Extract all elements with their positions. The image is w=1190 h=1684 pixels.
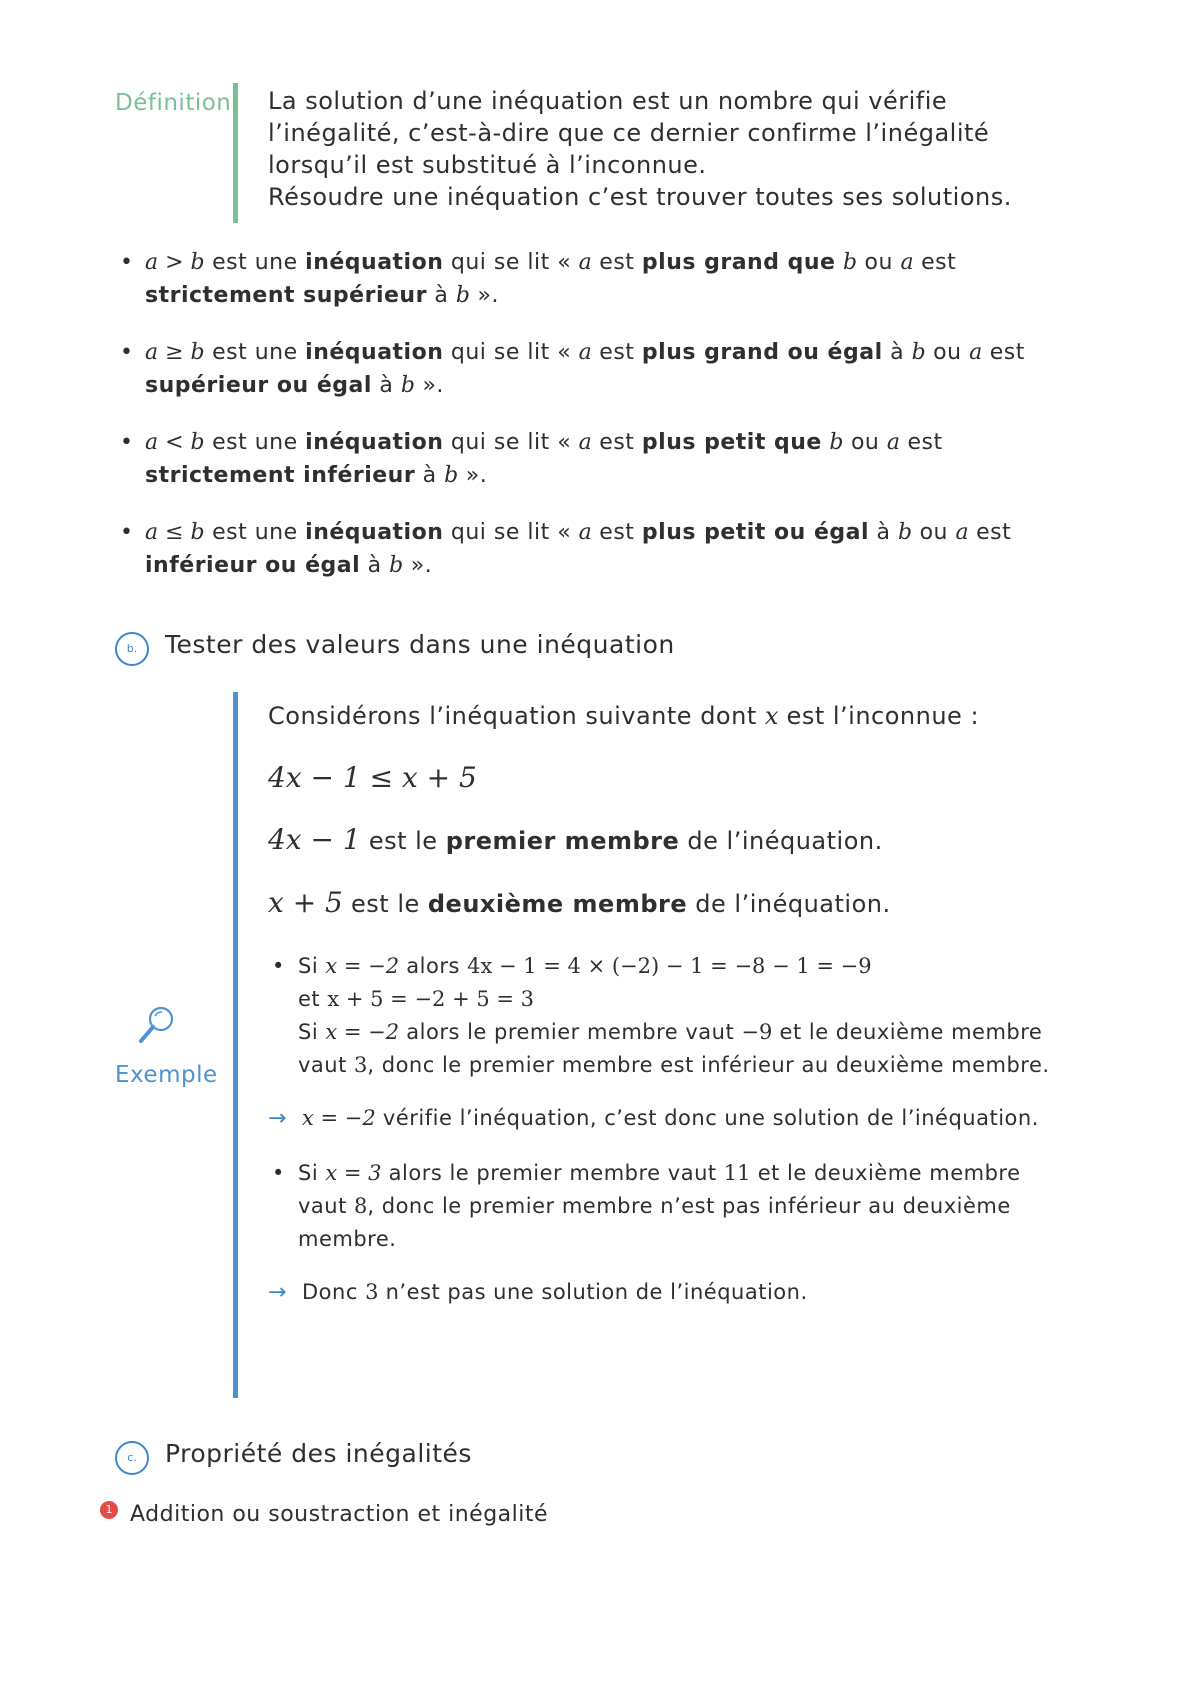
list-item: • a < b est une inéquation qui se lit « a est plus petit que b ou a est strictement inférieur à b ». [120, 426, 1070, 492]
section-title: Propriété des inégalités [165, 1439, 472, 1468]
definition-line: lorsqu’il est substitué à l’inconnue. [268, 151, 707, 179]
list-item: • a ≤ b est une inéquation qui se lit « a est plus petit ou égal à b ou a est inférieur ou égal à b ». [120, 516, 1070, 582]
example-intro: Considérons l’inéquation suivante dont x est l’inconnue : [268, 702, 980, 730]
example-content [268, 700, 1068, 1331]
case-1: • Si x = −2 alors 4x − 1 = 4 × (−2) − 1 = −8 − 1 = −9 et x + 5 = −2 + 5 = 3 Si x = −2 alors le premier membre vaut −9 et le deuxième membre vaut 3, donc le premier membre est inférieur au deuxième membre. [268, 950, 1068, 1082]
first-member-line: 4x − 1 est le premier membre de l’inéquation. [268, 823, 883, 856]
definition-line: l’inégalité, c’est-à-dire que ce dernier confirme l’inégalité [268, 119, 990, 147]
section-marker: b. [115, 632, 149, 666]
definition-label: Définition [115, 90, 232, 116]
conclusion-2: → Donc 3 n’est pas une solution de l’inéquation. [268, 1276, 1068, 1309]
list-item: • a > b est une inéquation qui se lit « a est plus grand que b ou a est strictement supérieur à b ». [120, 246, 1070, 312]
conclusion-1: → x = −2 vérifie l’inéquation, c’est donc une solution de l’inéquation. [268, 1102, 1068, 1135]
subsection-title: Addition ou soustraction et inégalité [130, 1502, 549, 1527]
subsection-number-badge: 1 [100, 1501, 118, 1519]
list-item: • a ≥ b est une inéquation qui se lit « a est plus grand ou égal à b ou a est supérieur ou égal à b ». [120, 336, 1070, 402]
section-marker: c. [115, 1441, 149, 1475]
second-member-line: x + 5 est le deuxième membre de l’inéquation. [268, 886, 891, 919]
definition-line: La solution d’une inéquation est un nombre qui vérifie [268, 87, 948, 115]
definition-bar [233, 83, 238, 223]
example-bar [233, 692, 238, 1398]
magnifier-icon [138, 1005, 176, 1049]
example-equation: 4x − 1 ≤ x + 5 [268, 761, 477, 794]
section-title: Tester des valeurs dans une inéquation [165, 630, 675, 659]
arrow-right-icon: → [268, 1280, 287, 1305]
case-2: • Si x = 3 alors le premier membre vaut 11 et le deuxième membre vaut 8, donc le premier membre n’est pas inférieur au deuxième membre. [268, 1157, 1068, 1256]
arrow-right-icon: → [268, 1106, 287, 1131]
inequality-list [120, 246, 1070, 606]
example-label: Exemple [115, 1062, 218, 1088]
definition-line: Résoudre une inéquation c’est trouver toutes ses solutions. [268, 183, 1012, 211]
definition-text [268, 85, 1068, 213]
